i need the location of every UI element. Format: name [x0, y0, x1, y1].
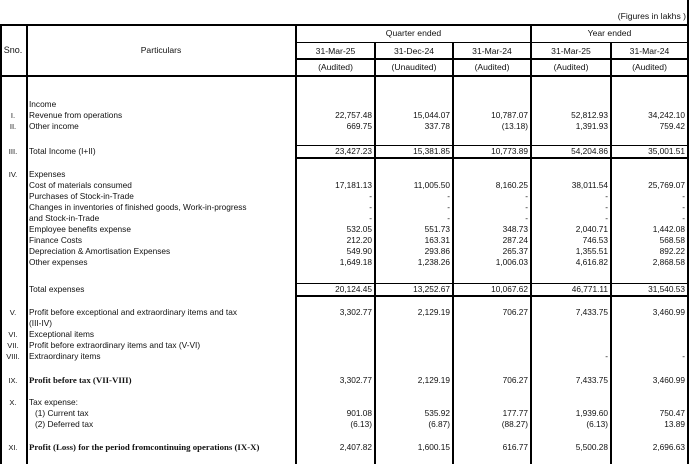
row-value-col2: - — [447, 202, 450, 212]
row-sno: I. — [10, 111, 16, 120]
row-value-col2: 551.73 — [424, 224, 450, 234]
row-label: Income — [29, 99, 57, 109]
row-value-col2: - — [447, 213, 450, 223]
row-value-col2: 11,005.50 — [413, 180, 450, 190]
row-value-col5: 25,769.07 — [648, 180, 685, 190]
year-ended-header: Year ended — [587, 28, 632, 38]
row-value-col1: - — [369, 202, 372, 212]
row-label: Expenses — [29, 169, 66, 179]
row-value-col2: 535.92 — [424, 408, 450, 418]
row-value-col4: - — [605, 351, 608, 361]
row-value-col2: 293.86 — [424, 246, 450, 256]
divider-col2 — [452, 43, 454, 464]
row-value-col2: 15,044.07 — [413, 110, 450, 120]
row-value-col5: 750.47 — [659, 408, 685, 418]
row-sno: VIII. — [6, 352, 20, 361]
col3-date: 31-Mar-24 — [472, 46, 512, 56]
row-label: Purchases of Stock-in-Trade — [29, 191, 134, 201]
group-line — [296, 42, 688, 43]
row-value-col3: - — [525, 202, 528, 212]
row-value-col1: 3,302.77 — [339, 375, 372, 385]
row-sno: XI. — [8, 443, 18, 452]
row-label-continued: (III-IV) — [29, 318, 53, 328]
row-value-col2: - — [447, 191, 450, 201]
row-value-col5: - — [682, 351, 685, 361]
row-value-col1: 901.08 — [346, 408, 372, 418]
row-value-col5: 35,001.51 — [648, 146, 685, 156]
row-value-col2: 337.78 — [424, 121, 450, 131]
figures-note: (Figures in lakhs ) — [617, 11, 686, 21]
row-value-col5: - — [682, 202, 685, 212]
row-value-col2: 2,129.19 — [417, 375, 450, 385]
row-value-col4: (6.13) — [586, 419, 608, 429]
row-value-col1: - — [369, 191, 372, 201]
row-label: Revenue from operations — [29, 110, 123, 120]
col2-status: (Unaudited) — [391, 62, 437, 72]
row-value-col4: 1,391.93 — [575, 121, 608, 131]
row-value-col5: 13.89 — [664, 419, 685, 429]
row-value-col3: 10,773.89 — [491, 146, 528, 156]
row-value-col5: 568.58 — [659, 235, 685, 245]
row-value-col5: 892.22 — [659, 246, 685, 256]
row-value-col2: 13,252.67 — [413, 284, 450, 294]
row-label: and Stock-in-Trade — [29, 213, 100, 223]
col4-status: (Audited) — [553, 62, 589, 72]
row-label: Other expenses — [29, 257, 88, 267]
row-value-col5: 1,442.08 — [652, 224, 685, 234]
row-value-col4: 4,616.82 — [575, 257, 608, 267]
row-value-col4: - — [605, 191, 608, 201]
row-value-col3: 616.77 — [502, 442, 528, 452]
row-label: Total expenses — [29, 284, 85, 294]
row-value-col5: 31,540.53 — [648, 284, 685, 294]
border-right — [687, 0, 689, 464]
row-label: Profit before exceptional and extraordinary items and tax — [29, 307, 237, 317]
row-value-col2: 163.31 — [424, 235, 450, 245]
row-value-col1: 3,302.77 — [339, 307, 372, 317]
row-value-col4: 5,500.28 — [575, 442, 608, 452]
row-label: Extraordinary items — [29, 351, 101, 361]
row-value-col3: 348.73 — [502, 224, 528, 234]
row-value-col4: 1,939.60 — [575, 408, 608, 418]
row-value-col4: 38,011.54 — [571, 180, 608, 190]
total-expenses-bottom — [296, 295, 688, 297]
row-value-col3: - — [525, 213, 528, 223]
row-value-col5: 759.42 — [659, 121, 685, 131]
row-value-col3: 287.24 — [502, 235, 528, 245]
row-label: Cost of materials consumed — [29, 180, 132, 190]
row-value-col3: 10,067.62 — [491, 284, 528, 294]
divider-col3 — [530, 25, 532, 464]
row-label: Changes in inventories of finished goods, Work-in-progress — [29, 202, 247, 212]
divider-col4 — [610, 43, 612, 464]
row-label: Employee benefits expense — [29, 224, 131, 234]
col4-date: 31-Mar-25 — [551, 46, 591, 56]
row-label: (2) Deferred tax — [35, 419, 94, 429]
row-label: Finance Costs — [29, 235, 83, 245]
row-value-col1: 549.90 — [346, 246, 372, 256]
particulars-header: Particulars — [140, 45, 182, 55]
row-value-col5: 3,460.99 — [652, 375, 685, 385]
col3-status: (Audited) — [474, 62, 510, 72]
row-value-col4: 746.53 — [582, 235, 608, 245]
sno-header: Sno. — [3, 45, 23, 55]
row-value-col1: 20,124.45 — [335, 284, 372, 294]
row-value-col4: 52,812.93 — [571, 110, 608, 120]
row-value-col3: 706.27 — [502, 307, 528, 317]
row-value-col5: - — [682, 191, 685, 201]
row-value-col4: - — [605, 213, 608, 223]
row-value-col1: 532.05 — [346, 224, 372, 234]
row-sno: IX. — [8, 376, 18, 385]
row-value-col3: 1,006.03 — [495, 257, 528, 267]
total-income-bottom — [296, 157, 688, 159]
row-value-col5: 2,868.58 — [652, 257, 685, 267]
row-value-col3: 8,160.25 — [495, 180, 528, 190]
row-value-col3: 10,787.07 — [491, 110, 528, 120]
row-value-col3: 265.37 — [502, 246, 528, 256]
row-value-col1: 2,407.82 — [339, 442, 372, 452]
row-value-col4: 54,204.86 — [571, 146, 608, 156]
row-value-col1: 1,649.18 — [339, 257, 372, 267]
row-value-col4: 1,355.51 — [575, 246, 608, 256]
row-sno: III. — [8, 147, 18, 156]
divider-sno — [26, 25, 28, 464]
row-value-col1: - — [369, 213, 372, 223]
row-label: Tax expense: — [29, 397, 78, 407]
row-value-col3: (88.27) — [501, 419, 528, 429]
row-value-col2: 1,600.15 — [417, 442, 450, 452]
row-label: Other income — [29, 121, 79, 131]
row-label: Depreciation & Amortisation Expenses — [29, 246, 171, 256]
header-bottom-line — [0, 75, 689, 77]
quarter-ended-header: Quarter ended — [385, 28, 442, 38]
row-value-col2: (6.87) — [428, 419, 450, 429]
col5-date: 31-Mar-24 — [629, 46, 670, 56]
row-label: Profit before tax (VII-VIII) — [29, 375, 132, 385]
row-value-col1: 669.75 — [346, 121, 372, 131]
divider-particulars — [295, 25, 297, 464]
row-label: Exceptional items — [29, 329, 95, 339]
row-value-col4: 7,433.75 — [575, 307, 608, 317]
row-label: Profit (Loss) for the period fromcontinuing operations (IX-X) — [29, 442, 260, 452]
row-value-col1: 17,181.13 — [335, 180, 372, 190]
row-value-col3: 177.77 — [502, 408, 528, 418]
row-value-col4: 2,040.71 — [575, 224, 608, 234]
row-value-col5: 2,696.63 — [652, 442, 685, 452]
row-sno: X. — [9, 398, 17, 407]
row-label: Profit before extraordinary items and tax (V-VI) — [29, 340, 201, 350]
col1-status: (Audited) — [318, 62, 353, 72]
row-value-col1: 23,427.23 — [335, 146, 372, 156]
divider-col1 — [374, 43, 376, 464]
row-value-col5: 3,460.99 — [652, 307, 685, 317]
col2-date: 31-Dec-24 — [393, 46, 435, 56]
row-value-col3: 706.27 — [502, 375, 528, 385]
row-value-col5: 34,242.10 — [648, 110, 685, 120]
row-sno: V. — [9, 308, 17, 317]
row-value-col2: 15,381.85 — [413, 146, 450, 156]
row-sno: VII. — [7, 341, 19, 350]
row-sno: IV. — [8, 170, 18, 179]
row-value-col1: 212.20 — [346, 235, 372, 245]
row-value-col2: 2,129.19 — [417, 307, 450, 317]
col1-date: 31-Mar-25 — [315, 46, 356, 56]
row-value-col1: (6.13) — [350, 419, 372, 429]
row-value-col2: 1,238.26 — [417, 257, 450, 267]
row-value-col4: - — [605, 202, 608, 212]
row-value-col3: - — [525, 191, 528, 201]
row-value-col4: 7,433.75 — [575, 375, 608, 385]
row-value-col5: - — [682, 213, 685, 223]
row-value-col1: 22,757.48 — [335, 110, 372, 120]
row-label: (1) Current tax — [35, 408, 89, 418]
row-label: Total Income (I+II) — [29, 146, 96, 156]
row-sno: II. — [9, 122, 17, 131]
row-value-col4: 46,771.11 — [571, 284, 608, 294]
row-value-col3: (13.18) — [501, 121, 528, 131]
col5-status: (Audited) — [632, 62, 667, 72]
row-sno: VI. — [8, 330, 18, 339]
